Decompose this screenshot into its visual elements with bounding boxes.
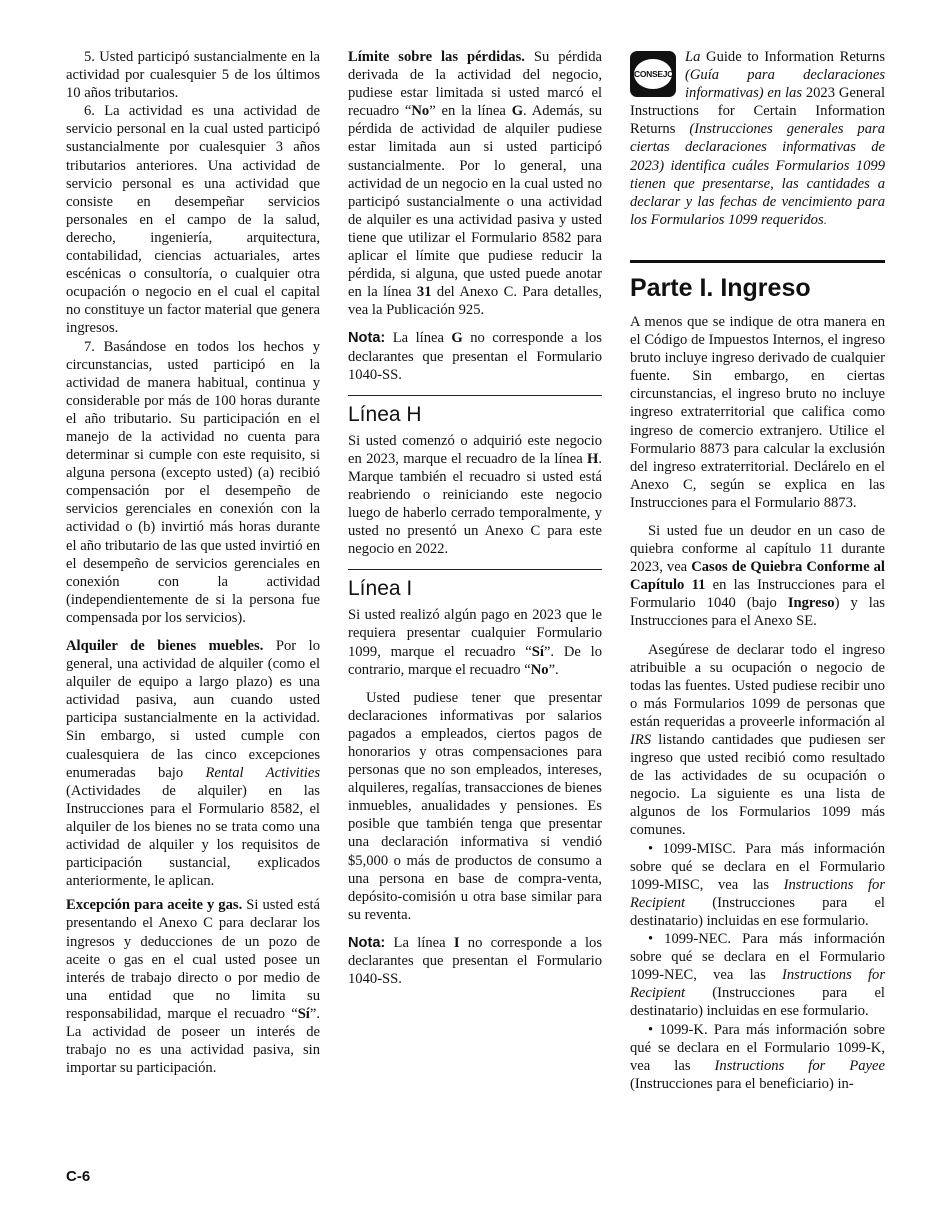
section-rule [630,260,885,263]
item-6: 6. La actividad es una actividad de servicio personal en la cual usted participó sustancialmente por cualesquier 3 años tributarios anteriores. Una actividad de servicio personal es una actividad que consiste en desempeñar servicios personales en el campo de la salud, derecho, ingeniería, arquitectura, contabilidad, ciencias actuariales, artes escénicas o consultoría, o cualquier otra ocupación o negocio en el cual el capital no constituye un factor material que genera ingresos. [66,103,320,337]
loss-limit-paragraph: Límite sobre las pérdidas. Su pérdida derivada de la actividad del negocio, pudiese estar limitada si usted marcó el recuadro “No” en la línea G. Además, su pérdida de actividad de alquiler pudiese estar limitada aun si usted participó sustancialmente. Por lo general, una actividad de un negocio en la cual usted no participó sustancialmente o una actividad de alquiler es una actividad pasiva y usted tiene que utilizar el Formulario 8582 para aplicar el límite que pudiese reducir la pérdida, si alguna, que usted puede anotar en la línea 31 del Anexo C. Para detalles, vea la Publicación 925. [348,49,602,319]
line-h-paragraph: Si usted comenzó o adquirió este negocio en 2023, marque el recuadro de la línea H. Marque también el recuadro si usted está reabriendo o reiniciando este negocio luego de haberlo cerrado temporalmente, y usted no presentó un Anexo C para este negocio en 2022. [348,432,602,558]
heading-line-h: Línea H [348,402,422,426]
heading-line-i: Línea I [348,577,413,601]
income-paragraph-1: A menos que se indique de otra manera en el Código de Impuestos Internos, el ingreso bruto incluye ingreso derivado de cualquier fuente. Sin embargo, en ciertas circunstancias, el ingreso bruto no incluye ingreso extraterritorial que califica como ingreso de comercio extranjero. Utilice el Formulario 8873 para calcular la exclusión del ingreso extraterritorial. Declárelo en el Anexo C, según se explica en las Instrucciones para el Formulario 8873. [630,313,885,511]
oil-gas-title: Excepción para aceite y gas. [66,897,243,914]
divider [348,395,602,396]
page-number: C-6 [66,1168,91,1185]
tip-box [630,48,885,230]
line-i-paragraph: Si usted realizó algún pago en 2023 que le requiera presentar cualquier Formulario 1099, marque el recuadro “Sí”. De lo contrario, marque el recuadro “No”. [348,607,602,678]
list-item-1099-misc: • 1099-MISC. Para más información sobre qué se declara en el Formulario 1099-MISC, vea las Instructions for Recipient (Instrucciones para el destinatario) incluidas en ese formulario. [630,840,885,929]
line-i-paragraph-2: Usted pudiese tener que presentar declaraciones informativas por salarios pagados a empleados, ciertos pagos de honorarios y otras compensaciones para personas que no son empleados, intereses, alquileres, regalías, transacciones de bienes inmuebles, anualidades y pensiones. Es posible que también tenga que presentar una declaración informativa si vendió $5,000 o más de productos de consumo a una persona en base de compra-venta, depósito-comisión u otra base similar para su reventa. [348,689,602,923]
consejo-tip-icon: CONSEJO [630,51,676,97]
column-3 [630,48,885,1093]
column-1 [66,48,320,1077]
part-i-heading: Parte I. Ingreso [630,273,811,302]
income-paragraph-2: Si usted fue un deudor en un caso de quiebra conforme al capítulo 11 durante 2023, vea Casos de Quiebra Conforme al Capítulo 11 en las Instrucciones para el Formulario 1040 (bajo Ingreso) y las Instrucciones para el Anexo SE. [630,522,885,630]
item-5: 5. Usted participó sustancialmente en la actividad por cualesquier 5 de los últimos 10 años tributarios. [66,49,320,102]
oil-gas-paragraph: Excepción para aceite y gas. Si usted está presentando el Anexo C para declarar los ingresos y deducciones de un pozo de aceite o gas en el cual usted posee un interés de trabajo directo o por medio de una entidad que no limita su responsabilidad, marque el recuadro “Sí”. La actividad de poseer un interés de trabajo no es una actividad pasiva, sin importar su participación. [66,897,320,1077]
list-item-1099-nec: • 1099-NEC. Para más información sobre qué se declara en el Formulario 1099-NEC, vea las Instructions for Recipient (Instrucciones para el destinatario) incluidas en ese formulario. [630,931,885,1020]
income-paragraph-3: Asegúrese de declarar todo el ingreso atribuible a su ocupación o negocio de todas las fuentes. Usted pudiese recibir uno o más Formularios 1099 de personas que están requeridas a proveerle información al IRS listando cantidades que pudiesen ser ingreso que usted recibió como resultado de las actividades de su ocupación o negocio. La siguiente es una lista de algunos de los Formularios 1099 más comunes. [630,641,885,839]
loss-limit-title: Límite sobre las pérdidas. [348,49,525,65]
note-label: Nota: [348,934,386,951]
note-line-g: Nota: La línea G no corresponde a los declarantes que presentan el Formulario 1040-SS. [348,330,602,383]
tip-text: La Guide to Information Returns (Guía para declaraciones informativas) en las 2023 General Instructions for Certain Information Returns (Instrucciones generales para ciertas declaraciones informativas de 2023) identifica cuáles Formularios 1099 tienen que presentarse, las cantidades a declarar y las fechas de vencimiento para los Formularios 1099 requeridos. [630,49,886,228]
list-item-1099-k: • 1099-K. Para más información sobre qué se declara en el Formulario 1099-K, vea las Instructions for Payee (Instrucciones para el beneficiario) in- [630,1021,885,1092]
note-line-i: Nota: La línea I no corresponde a los declarantes que presentan el Formulario 1040-SS. [348,934,602,988]
item-7: 7. Basándose en todos los hechos y circunstancias, usted participó en la actividad de manera habitual, continua y considerable por más de 100 horas durante el año tributario. Su participación en el manejo de la actividad no cuenta para determinar si cumple con este requisito, si alguna persona (excepto usted) (a) recibió compensación por el desempeño de servicios gerenciales en conexión con la actividad o (b) invirtió más horas durante el año tributario de las que usted invirtió en el desempeño de servicios gerenciales en conexión con la actividad (independientemente de si la persona fue compensada por los servicios). [66,338,320,626]
divider [348,569,602,570]
note-label: Nota: [348,330,386,347]
rental-paragraph: Alquiler de bienes muebles. Por lo general, una actividad de alquiler (como el alquiler de equipo a largo plazo) es una actividad pasiva, aun cuando usted participa sustancialmente en la actividad. Sin embargo, si usted cumple con cualesquiera de las cinco excepciones enumeradas bajo Rental Activities (Actividades de alquiler) en las Instrucciones para el Formulario 8582, el alquiler de los bienes no se trata como una actividad de alquiler y los requisitos de participación sustancial, explicados anteriormente, le aplican. [66,638,320,890]
column-2 [348,48,602,988]
rental-title: Alquiler de bienes muebles. [66,638,264,654]
